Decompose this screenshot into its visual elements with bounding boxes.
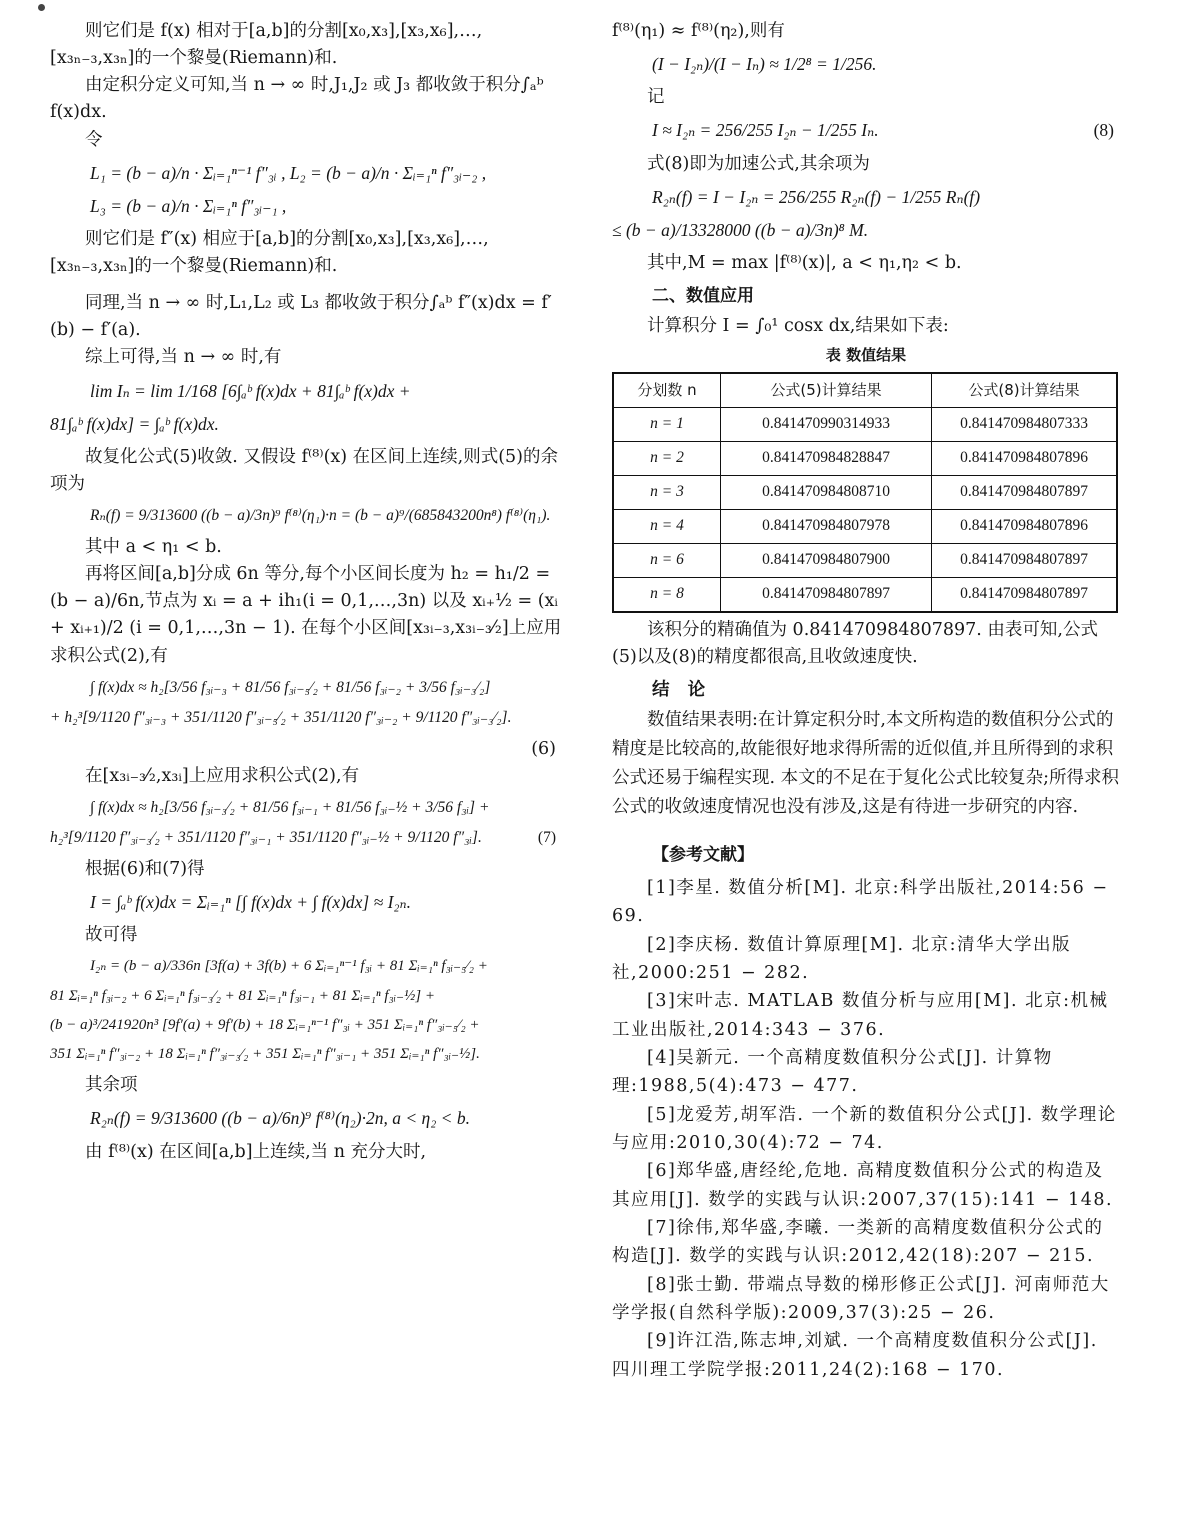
table-cell: 0.841470984807897 xyxy=(721,577,932,612)
reference-item: [5]龙爱芳,胡军浩. 一个新的数值积分公式[J]. 数学理论与应用:2010,30(4):72 − 74. xyxy=(612,1104,1117,1154)
table-row xyxy=(613,577,1117,612)
table-cell: 0.841470984807900 xyxy=(721,543,932,577)
references-title: 【参考文献】 xyxy=(652,844,754,865)
right-column xyxy=(612,18,1120,1384)
reference-item: [6]郑华盛,唐经纶,危地. 高精度数值积分公式的构造及其应用[J]. 数学的实践与认识:2007,37(15):141 − 148. xyxy=(612,1161,1114,1210)
table-header-cell: 公式(8)计算结果 xyxy=(932,373,1118,408)
formula-l1-l2: L₁ = (b − a)/n · Σᵢ₌₁ⁿ⁻¹ f″₃ᵢ , L₂ = (b − a)/n · Σᵢ₌₁ⁿ f″₃ᵢ₋₂ , xyxy=(90,162,487,183)
paragraph-therefore: 故可得 xyxy=(85,925,138,946)
paragraph-compute-integral: 计算积分 I = ∫₀¹ cosx dx,结果如下表: xyxy=(647,316,949,337)
results-table xyxy=(612,372,1118,613)
table-header-cell: 公式(5)计算结果 xyxy=(721,373,932,408)
table-cell: 0.841470984807333 xyxy=(932,407,1118,441)
paragraph-conclusion: 数值结果表明:在计算定积分时,本文所构造的数值积分公式的精度是比较高的,故能很好地求得所需的近似值,并且所得到的求积公式还易于编程实现. 本文的不足在于复化公式比较复杂;所得求积公式的收敛速度情况也没有涉及,这是有待进一步研究的内容. xyxy=(612,710,1120,817)
table-cell: 0.841470990314933 xyxy=(721,407,932,441)
formula-8: I ≈ I₂ₙ = 256/255 I₂ₙ − 1/255 Iₙ. xyxy=(652,120,879,141)
table-cell: 0.841470984828847 xyxy=(721,441,932,475)
formula-6-line2: + h₂³[9/1120 f″₃ᵢ₋₃ + 351/1120 f″₃ᵢ₋₅⁄₂ + 351/1120 f″₃ᵢ₋₂ + 9/1120 f″₃ᵢ₋₃⁄₂]. xyxy=(50,708,512,726)
formula-limit-line2: 81∫ₐᵇ f(x)dx] = ∫ₐᵇ f(x)dx. xyxy=(50,413,219,434)
formula-7-line1: ∫ f(x)dx ≈ h₂[3/56 f₃ᵢ₋₃⁄₂ + 81/56 f₃ᵢ₋₁ + 81/56 f₃ᵢ₋½ + 3/56 f₃ᵢ] + xyxy=(90,798,490,816)
table-row xyxy=(613,441,1117,475)
reference-item: [1]李星. 数值分析[M]. 北京:科学出版社,2014:56 − 69. xyxy=(612,877,1109,927)
table-row xyxy=(613,543,1117,577)
reference-item: [4]吴新元. 一个高精度数值积分公式[J]. 计算物理:1988,5(4):473 − 477. xyxy=(612,1048,1053,1097)
paragraph-riemann-f: 则它们是 f(x) 相对于[a,b]的分割[x₀,x₃],[x₃,x₆],…,[x₃ₙ₋₃,x₃ₙ]的一个黎曼(Riemann)和. xyxy=(50,21,483,69)
formula-i2n-line1: I₂ₙ = (b − a)/336n [3f(a) + 3f(b) + 6 Σᵢ₌₁ⁿ⁻¹ f₃ᵢ + 81 Σᵢ₌₁ⁿ f₃ᵢ₋₅⁄₂ + xyxy=(90,958,488,975)
section-title-conclusion: 结 论 xyxy=(652,679,712,700)
table-header-cell: 分划数 n xyxy=(613,373,721,408)
reference-item: [3]宋叶志. MATLAB 数值分析与应用[M]. 北京:机械工业出版社,2014:343 − 376. xyxy=(612,991,1109,1040)
formula-7-line2-row xyxy=(50,826,562,850)
formula-6-line1: ∫ f(x)dx ≈ h₂[3/56 f₃ᵢ₋₃ + 81/56 f₃ᵢ₋₅⁄₂ + 81/56 f₃ᵢ₋₂ + 3/56 f₃ᵢ₋₃⁄₂] xyxy=(90,678,491,696)
table-header-row xyxy=(613,373,1117,408)
reference-item: [2]李庆杨. 数值计算原理[M]. 北京:清华大学出版社,2000:251 − 282. xyxy=(612,934,1072,983)
formula-r2n: R₂ₙ(f) = 9/313600 ((b − a)/6n)⁹ f⁽⁸⁾(η₂)·2n, a < η₂ < b. xyxy=(90,1108,470,1129)
formula-l3: L₃ = (b − a)/n · Σᵢ₌₁ⁿ f″₃ᵢ₋₁ , xyxy=(90,195,287,216)
equation-number-row-6 xyxy=(50,736,562,763)
formula-rn: Rₙ(f) = 9/313600 ((b − a)/3n)⁹ f⁽⁸⁾(η₁)·n = (b − a)⁹/(685843200n⁸) f⁽⁸⁾(η₁). xyxy=(90,507,551,524)
formula-i2n-line2: 81 Σᵢ₌₁ⁿ f₃ᵢ₋₂ + 6 Σᵢ₌₁ⁿ f₃ᵢ₋₃⁄₂ + 81 Σᵢ₌₁ⁿ f₃ᵢ₋₁ + 81 Σᵢ₌₁ⁿ f₃ᵢ₋½] + xyxy=(50,987,435,1004)
paragraph-riemann-f2: 则它们是 f″(x) 相应于[a,b]的分割[x₀,x₃],[x₃,x₆],…,[x₃ₙ₋₃,x₃ₙ]的一个黎曼(Riemann)和. xyxy=(50,228,489,276)
paragraph-denote: 记 xyxy=(647,87,665,108)
table-cell: 0.841470984808710 xyxy=(721,475,932,509)
formula-i2n-line3: (b − a)³/241920n³ [9f′(a) + 9f′(b) + 18 Σᵢ₌₁ⁿ⁻¹ f″₃ᵢ + 351 Σᵢ₌₁ⁿ f″₃ᵢ₋₅⁄₂ + xyxy=(50,1016,480,1033)
paragraph-eta-approx: f⁽⁸⁾(η₁) ≈ f⁽⁸⁾(η₂),则有 xyxy=(612,21,785,41)
table-caption: 表 数值结果 xyxy=(825,346,907,365)
table-cell: 0.841470984807896 xyxy=(932,441,1118,475)
formula-8-row xyxy=(612,117,1120,144)
table-cell: n = 2 xyxy=(613,441,721,475)
table-cell: n = 1 xyxy=(613,407,721,441)
equation-number-7: (7) xyxy=(537,828,556,846)
paragraph-acceleration: 式(8)即为加速公式,其余项为 xyxy=(647,153,870,174)
table-cell: 0.841470984807897 xyxy=(932,577,1118,612)
paragraph-convergence-j: 由定积分定义可知,当 n → ∞ 时,J₁,J₂ 或 J₃ 都收敛于积分∫ₐᵇ f(x)dx. xyxy=(50,75,544,123)
formula-i2n-line4: 351 Σᵢ₌₁ⁿ f″₃ᵢ₋₂ + 18 Σᵢ₌₁ⁿ f″₃ᵢ₋₃⁄₂ + 351 Σᵢ₌₁ⁿ f″₃ᵢ₋₁ + 351 Σᵢ₌₁ⁿ f″₃ᵢ₋½]. xyxy=(50,1046,480,1063)
table-row xyxy=(613,509,1117,543)
paragraph-m-definition: 其中,M = max |f⁽⁸⁾(x)|, a < η₁,η₂ < b. xyxy=(647,252,962,273)
reference-item: [9]许江浩,陈志坤,刘斌. 一个高精度数值积分公式[J]. 四川理工学院学报:2011,24(2):168 − 170. xyxy=(612,1331,1098,1380)
paragraph-apply-7: 在[x₃ᵢ₋₃⁄₂,x₃ᵢ]上应用求积公式(2),有 xyxy=(85,765,360,786)
paragraph-summary: 综上可得,当 n → ∞ 时,有 xyxy=(85,347,282,368)
paragraph-subdivide: 再将区间[a,b]分成 6n 等分,每个小区间长度为 h₂ = h₁/2 = (b − a)/6n,节点为 xᵢ = a + ih₁(i = 0,1,…,3n) 以及 xᵢ₊½ = (xᵢ + xᵢ₊₁)/2 (i = 0,1,…,3n − 1). 在每个小区间[x₃ᵢ₋₃,x₃ᵢ₋₃⁄₂]上应用求积公式(2),有 xyxy=(50,564,562,666)
paragraph-eta1: 其中 a < η₁ < b. xyxy=(85,537,222,558)
equation-number-6: (6) xyxy=(531,738,556,759)
section-title-numerical: 二、数值应用 xyxy=(652,286,754,306)
reference-item: [8]张士勤. 带端点导数的梯形修正公式[J]. 河南师范大学学报(自然科学版):2009,37(3):25 − 26. xyxy=(612,1274,1110,1324)
formula-i-sum: I = ∫ₐᵇ f(x)dx = Σᵢ₌₁ⁿ [∫ f(x)dx + ∫ f(x)dx] ≈ I₂ₙ. xyxy=(90,892,411,913)
equation-number-8: (8) xyxy=(1093,120,1114,141)
formula-r2n-accel: R₂ₙ(f) = I − I₂ₙ = 256/255 R₂ₙ(f) − 1/255 Rₙ(f) xyxy=(652,186,981,207)
paragraph-let: 令 xyxy=(85,129,103,150)
table-row xyxy=(613,475,1117,509)
paragraph-remainder: 其余项 xyxy=(85,1075,138,1096)
table-cell: n = 3 xyxy=(613,475,721,509)
formula-r2n-bound: ≤ (b − a)/13328000 ((b − a)/3n)⁸ M. xyxy=(612,219,869,240)
table-cell: n = 6 xyxy=(613,543,721,577)
table-cell: 0.841470984807978 xyxy=(721,509,932,543)
left-column xyxy=(50,18,562,1166)
paragraph-remainder-5: 故复化公式(5)收敛. 又假设 f⁽⁸⁾(x) 在区间上连续,则式(5)的余项为 xyxy=(50,446,559,494)
table-cell: 0.841470984807896 xyxy=(932,509,1118,543)
page-corner-dot xyxy=(38,4,45,11)
paragraph-from-6-7: 根据(6)和(7)得 xyxy=(85,858,205,879)
reference-item: [7]徐伟,郑华盛,李曦. 一类新的高精度数值积分公式的构造[J]. 数学的实践与认识:2012,42(18):207 − 215. xyxy=(612,1218,1104,1267)
table-row xyxy=(613,407,1117,441)
formula-error-ratio: (I − I₂ₙ)/(I − Iₙ) ≈ 1/2⁸ = 1/256. xyxy=(652,54,877,75)
table-cell: n = 8 xyxy=(613,577,721,612)
table-cell: 0.841470984807897 xyxy=(932,543,1118,577)
table-cell: 0.841470984807897 xyxy=(932,475,1118,509)
paragraph-convergence-l: 同理,当 n → ∞ 时,L₁,L₂ 或 L₃ 都收敛于积分∫ₐᵇ f″(x)dx = f′(b) − f′(a). xyxy=(50,293,552,341)
formula-limit-line1: lim Iₙ = lim 1/168 [6∫ₐᵇ f(x)dx + 81∫ₐᵇ f(x)dx + xyxy=(90,380,411,401)
paragraph-exact-value: 该积分的精确值为 0.841470984807897. 由表可知,公式(5)以及(8)的精度都很高,且收敛速度快. xyxy=(612,619,1098,667)
table-cell: n = 4 xyxy=(613,509,721,543)
paragraph-continuity: 由 f⁽⁸⁾(x) 在区间[a,b]上连续,当 n 充分大时, xyxy=(85,1141,427,1162)
formula-7-line2: h₂³[9/1120 f″₃ᵢ₋₃⁄₂ + 351/1120 f″₃ᵢ₋₁ + 351/1120 f″₃ᵢ₋½ + 9/1120 f″₃ᵢ]. xyxy=(50,828,482,846)
